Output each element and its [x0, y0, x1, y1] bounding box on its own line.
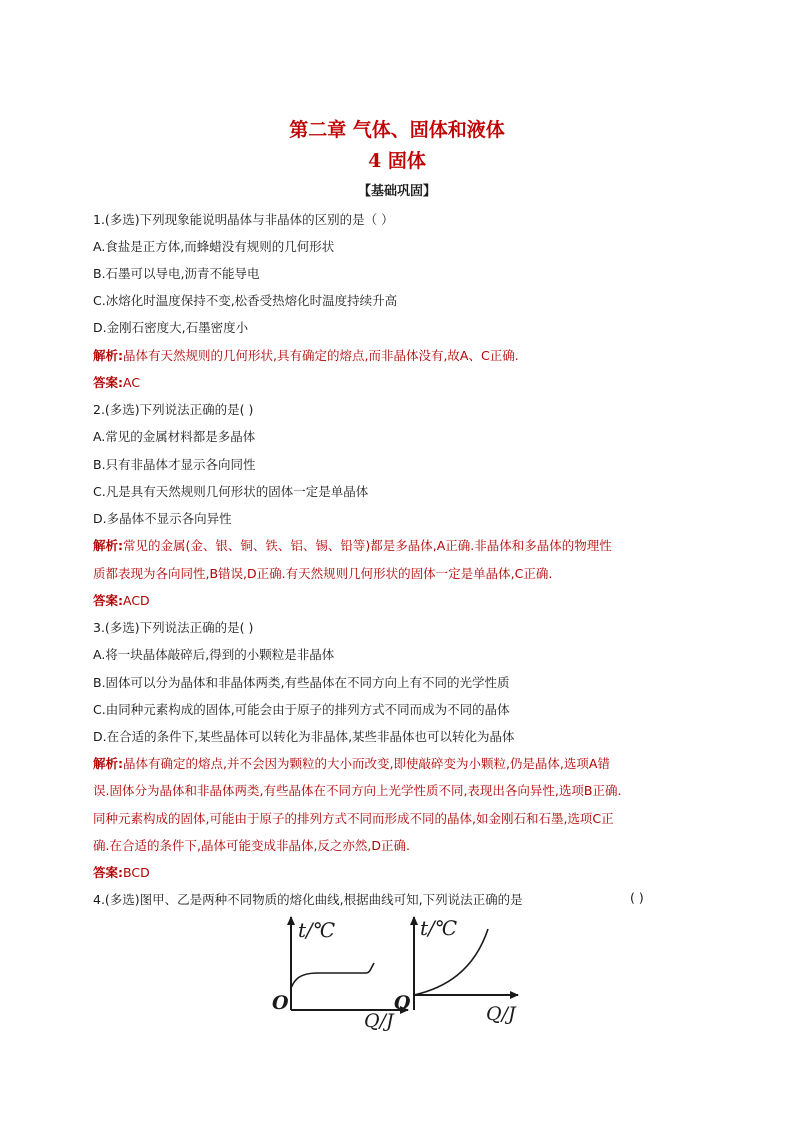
- option: A.食盐是正方体,而蜂蜡没有规则的几何形状: [93, 239, 335, 254]
- answer-text: AC: [123, 375, 141, 390]
- option: A.将一块晶体敲碎后,得到的小颗粒是非晶体: [93, 647, 335, 662]
- answer: [93, 863, 150, 881]
- analysis-continued: 确.在合适的条件下,晶体可能变成非晶体,反之亦然,D正确.: [93, 838, 410, 853]
- option: C.凡是具有天然规则几何形状的固体一定是单晶体: [93, 484, 369, 499]
- answer-text: ACD: [123, 593, 150, 608]
- option: D.金刚石密度大,石墨密度小: [93, 320, 249, 335]
- answer: [93, 373, 140, 391]
- chapter-title: 第二章 气体、固体和液体: [289, 119, 505, 141]
- origin-label: O: [272, 992, 289, 1014]
- analysis-label: 解析:: [93, 756, 123, 771]
- analysis-continued: 质都表现为各向同性,B错误,D正确.有天然规则几何形状的固体一定是单晶体,C正确.: [93, 566, 553, 581]
- option: C.由同种元素构成的固体,可能会由于原子的排列方式不同而成为不同的晶体: [93, 702, 510, 717]
- analysis-label: 解析:: [93, 538, 123, 553]
- analysis-continued: 误.固体分为晶体和非晶体两类,有些晶体在不同方向上光学性质不同,表现出各向异性,选项B正确.: [93, 783, 622, 798]
- analysis-text: 晶体有天然规则的几何形状,具有确定的熔点,而非晶体没有,故A、C正确.: [123, 348, 519, 363]
- option: B.只有非晶体才显示各向同性: [93, 457, 256, 472]
- question-stem: 1.(多选)下列现象能说明晶体与非晶体的区别的是（ ）: [93, 212, 394, 227]
- melting-curves-figure: [260, 905, 540, 1035]
- analysis-label: 解析:: [93, 348, 123, 363]
- answer: [93, 591, 150, 609]
- x-axis-label: Q/J: [364, 1010, 394, 1032]
- x-axis-label: Q/J: [486, 1003, 516, 1025]
- origin-label: O: [394, 992, 411, 1014]
- graph-right: [394, 916, 518, 1025]
- graph-left: [272, 917, 408, 1032]
- question-stem: 3.(多选)下列说法正确的是( ): [93, 620, 254, 635]
- option: D.在合适的条件下,某些晶体可以转化为非晶体,某些非晶体也可以转化为晶体: [93, 729, 515, 744]
- analysis: [93, 754, 610, 772]
- answer-text: BCD: [123, 865, 150, 880]
- y-axis-label: t/℃: [420, 916, 458, 940]
- option: C.冰熔化时温度保持不变,松香受热熔化时温度持续升高: [93, 293, 398, 308]
- question-stem: 2.(多选)下列说法正确的是( ): [93, 402, 254, 417]
- analysis: [93, 536, 612, 554]
- option: B.固体可以分为晶体和非晶体两类,有些晶体在不同方向上有不同的光学性质: [93, 675, 510, 690]
- question-stem: 4.(多选)图甲、乙是两种不同物质的熔化曲线,根据曲线可知,下列说法正确的是: [93, 892, 523, 907]
- subheading: 【基础巩固】: [357, 184, 436, 199]
- y-axis-label: t/℃: [298, 918, 336, 942]
- option: A.常见的金属材料都是多晶体: [93, 429, 256, 444]
- analysis: [93, 346, 519, 364]
- analysis-continued: 同种元素构成的固体,可能由于原子的排列方式不同而形成不同的晶体,如金刚石和石墨,选项C正: [93, 811, 614, 826]
- answer-label: 答案:: [93, 593, 123, 608]
- analysis-text: 常见的金属(金、银、铜、铁、铝、锡、铅等)都是多晶体,A正确.非晶体和多晶体的物理性: [123, 538, 612, 553]
- option: D.多晶体不显示各向异性: [93, 511, 232, 526]
- answer-label: 答案:: [93, 375, 123, 390]
- analysis-text: 晶体有确定的熔点,并不会因为颗粒的大小而改变,即使敲碎变为小颗粒,仍是晶体,选项A错: [123, 756, 610, 771]
- option: B.石墨可以导电,沥青不能导电: [93, 266, 260, 281]
- crystal-melting-curve: [291, 963, 374, 988]
- answer-paren: ( ): [630, 890, 644, 905]
- answer-label: 答案:: [93, 865, 123, 880]
- section-title: 4 固体: [368, 150, 426, 172]
